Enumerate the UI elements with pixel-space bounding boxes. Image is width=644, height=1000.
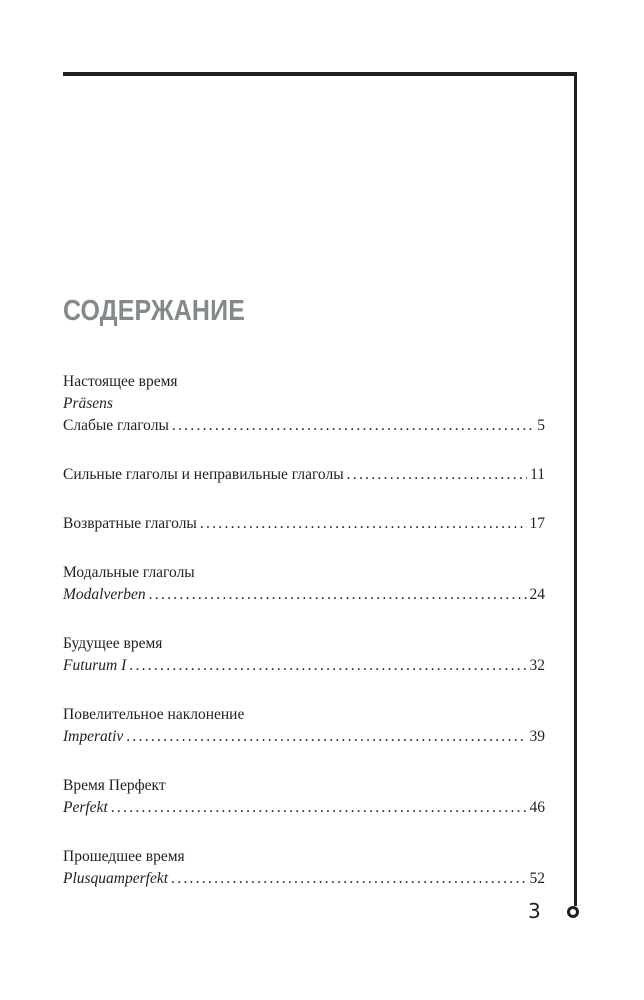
toc-section-title: Повелительное наклонение	[63, 706, 245, 723]
toc-page-number: 24	[529, 586, 545, 603]
toc-page-number: 17	[529, 515, 545, 532]
frame-top-rule	[63, 72, 577, 76]
toc-row-label: Modalverben	[63, 586, 146, 603]
leader-dots	[347, 464, 527, 486]
toc-row[interactable]	[63, 797, 545, 819]
toc-page-number: 52	[529, 870, 545, 887]
toc-section-title: Время Перфект	[63, 777, 166, 794]
toc-row-label: Возвратные глаголы	[63, 515, 197, 532]
frame-right-rule	[574, 72, 577, 906]
toc-row[interactable]	[63, 415, 545, 437]
table-of-contents	[63, 371, 545, 917]
toc-row-label: Plusquamperfekt	[63, 870, 169, 887]
toc-row[interactable]	[63, 655, 545, 677]
toc-entry-reflexive-verbs	[63, 513, 545, 535]
toc-entry-past-perfect	[63, 846, 545, 890]
toc-row-label: Perfekt	[63, 799, 108, 816]
toc-page-number: 11	[530, 466, 545, 483]
toc-section-title: Настоящее время	[63, 373, 178, 390]
toc-section-subtitle: Präsens	[63, 395, 113, 412]
toc-row-label: Сильные глаголы и неправильные глаголы	[63, 466, 344, 483]
leader-dots	[171, 868, 526, 890]
toc-row-label: Imperativ	[63, 728, 124, 745]
frame-end-circle	[567, 906, 579, 918]
page-number: 3	[528, 899, 541, 923]
toc-entry-imperative	[63, 704, 545, 748]
toc-row-label: Слабые глаголы	[63, 417, 169, 434]
toc-page-number: 39	[529, 728, 545, 745]
toc-row-label: Futurum I	[63, 657, 127, 674]
leader-dots	[200, 513, 527, 535]
toc-entry-strong-verbs	[63, 464, 545, 486]
toc-entry-perfect	[63, 775, 545, 819]
toc-section-title: Модальные глаголы	[63, 564, 195, 581]
leader-dots	[111, 797, 527, 819]
leader-dots	[129, 655, 526, 677]
toc-page-number: 32	[529, 657, 545, 674]
toc-row[interactable]	[63, 513, 545, 535]
toc-row[interactable]	[63, 868, 545, 890]
toc-page-number: 5	[537, 417, 545, 434]
toc-row[interactable]	[63, 584, 545, 606]
leader-dots	[172, 415, 534, 437]
toc-row[interactable]	[63, 726, 545, 748]
toc-entry-modal-verbs	[63, 562, 545, 606]
toc-entry-present	[63, 371, 545, 437]
toc-entry-future	[63, 633, 545, 677]
toc-page-number: 46	[529, 799, 545, 816]
toc-row[interactable]	[63, 464, 545, 486]
leader-dots	[126, 726, 526, 748]
toc-section-title: Прошедшее время	[63, 848, 185, 865]
toc-section-title: Будущее время	[63, 635, 163, 652]
leader-dots	[149, 584, 527, 606]
page-title: СОДЕРЖАНИЕ	[63, 295, 246, 327]
